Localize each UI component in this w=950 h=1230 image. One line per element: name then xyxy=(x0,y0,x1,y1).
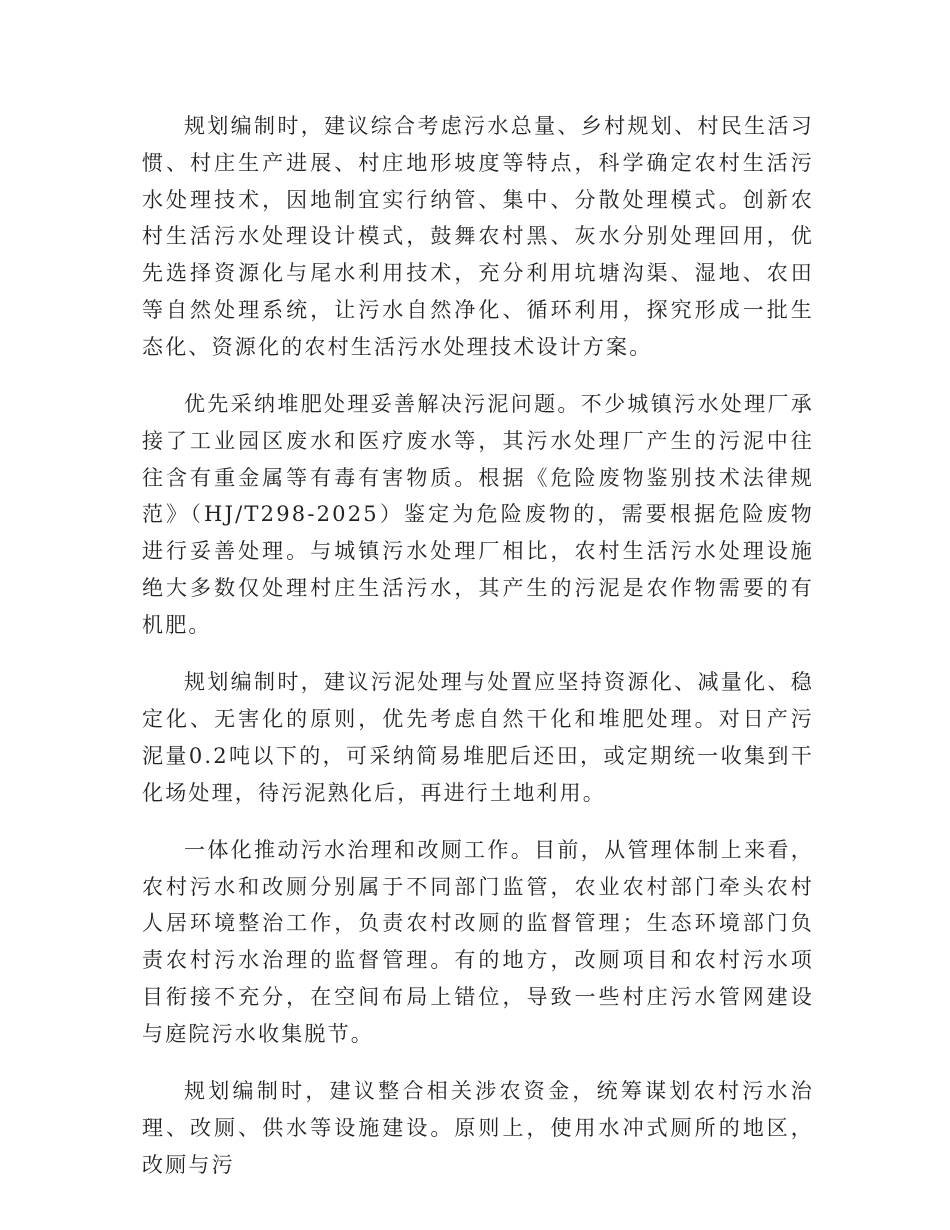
paragraph-sludge-composting: 优先采纳堆肥处理妥善解决污泥问题。不少城镇污水处理厂承接了工业园区废水和医疗废水等，其污水处理厂产生的污泥中往往含有重金属等有毒有害物质。根据《危险废物鉴别技术法律规范》（HJ/T298-2025）鉴定为危险废物的，需要根据危险废物进行妥善处理。与城镇污水处理厂相比，农村生活污水处理设施绝大多数仅处理村庄生活污水，其产生的污泥是农作物需要的有机肥。 xyxy=(142,392,814,637)
paragraph-rural-sewage-planning: 规划编制时，建议综合考虑污水总量、乡村规划、村民生活习惯、村庄生产进展、村庄地形坡度等特点，科学确定农村生活污水处理技术，因地制宜实行纳管、集中、分散处理模式。创新农村生活污水处理设计模式，鼓舞农村黑、灰水分别处理回用，优先选择资源化与尾水利用技术，充分利用坑塘沟渠、湿地、农田等自然处理系统，让污水自然净化、循环利用，探究形成一批生态化、资源化的农村生活污水处理技术设计方案。 xyxy=(142,114,814,359)
paragraph-sewage-toilet-integration: 一体化推动污水治理和改厕工作。目前，从管理体制上来看，农村污水和改厕分别属于不同部门监管，农业农村部门牵头农村人居环境整治工作，负责农村改厕的监督管理；生态环境部门负责农村污水治理的监督管理。有的地方，改厕项目和农村污水项目衔接不充分，在空间布局上错位，导致一些村庄污水管网建设与庭院污水收集脱节。 xyxy=(142,837,814,1046)
document-body xyxy=(142,108,814,1204)
paragraph-fund-integration: 规划编制时，建议整合相关涉农资金，统筹谋划农村污水治理、改厕、供水等设施建设。原则上，使用水冲式厕所的地区，改厕与污 xyxy=(142,1079,814,1177)
paragraph-sludge-principles: 规划编制时，建议污泥处理与处置应坚持资源化、减量化、稳定化、无害化的原则，优先考虑自然干化和堆肥处理。对日产污泥量0.2吨以下的，可采纳简易堆肥后还田，或定期统一收集到干化场处理，待污泥熟化后，再进行土地利用。 xyxy=(142,670,814,805)
